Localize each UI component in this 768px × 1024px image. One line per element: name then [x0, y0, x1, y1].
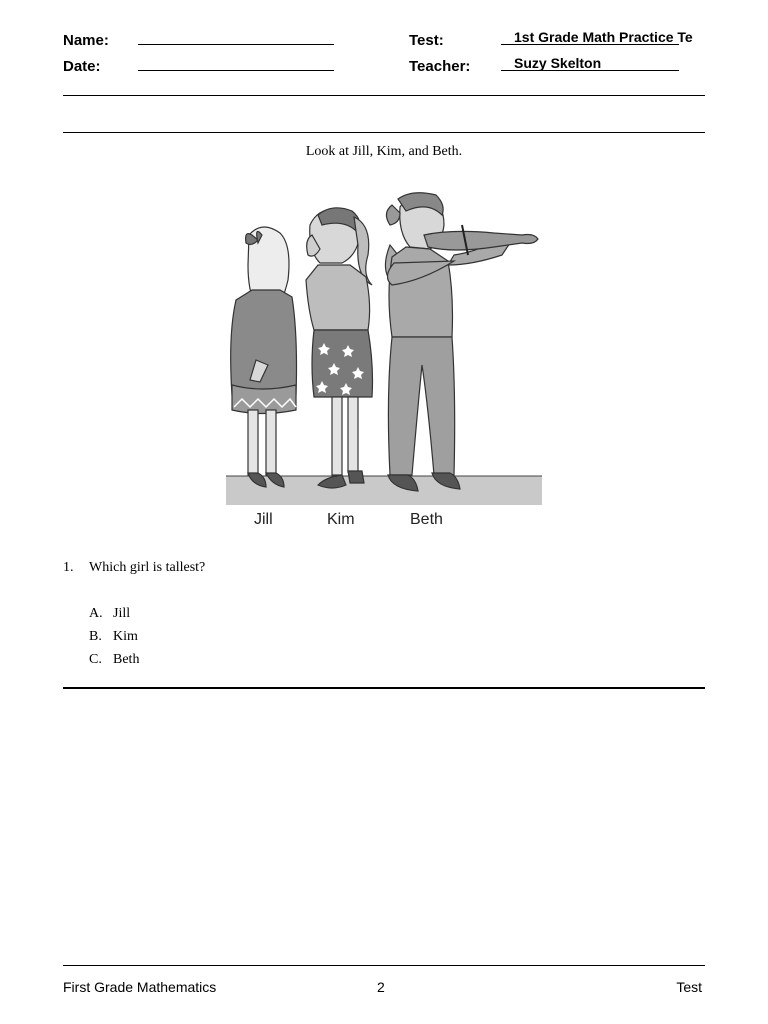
- choice-letter: C.: [89, 652, 102, 667]
- beth-label: Beth: [410, 511, 443, 528]
- teacher-label: Teacher:: [409, 58, 471, 75]
- jill-label: Jill: [254, 511, 273, 528]
- footer-left: First Grade Mathematics: [63, 979, 217, 995]
- choice-text: Beth: [113, 652, 140, 667]
- teacher-field-line: [501, 70, 679, 71]
- question-number: 1.: [63, 560, 74, 575]
- jill-figure: [231, 227, 297, 487]
- date-label: Date:: [63, 58, 101, 75]
- footer-right: Test: [676, 979, 702, 995]
- beth-figure: [385, 193, 538, 491]
- name-field-line[interactable]: [138, 44, 334, 45]
- girls-drawing: [222, 185, 546, 535]
- test-value: 1st Grade Math Practice Te: [514, 29, 693, 45]
- footer-divider: [63, 965, 705, 966]
- girls-illustration: [222, 185, 546, 535]
- kim-label: Kim: [327, 511, 355, 528]
- date-field-line[interactable]: [138, 70, 334, 71]
- teacher-value: Suzy Skelton: [514, 55, 602, 71]
- page-number: 2: [377, 979, 385, 995]
- test-label: Test:: [409, 32, 444, 49]
- choice-text: Jill: [113, 606, 131, 621]
- question-text: Which girl is tallest?: [89, 560, 206, 575]
- section-top-divider: [63, 132, 705, 133]
- choice-letter: A.: [89, 606, 103, 621]
- prompt-text: Look at Jill, Kim, and Beth.: [305, 144, 463, 159]
- choice-letter: B.: [89, 629, 102, 644]
- name-label: Name:: [63, 32, 109, 49]
- test-field-line: [501, 44, 679, 45]
- header-divider: [63, 95, 705, 96]
- question-divider: [63, 687, 705, 689]
- kim-figure: [306, 208, 373, 488]
- choice-text: Kim: [113, 629, 138, 644]
